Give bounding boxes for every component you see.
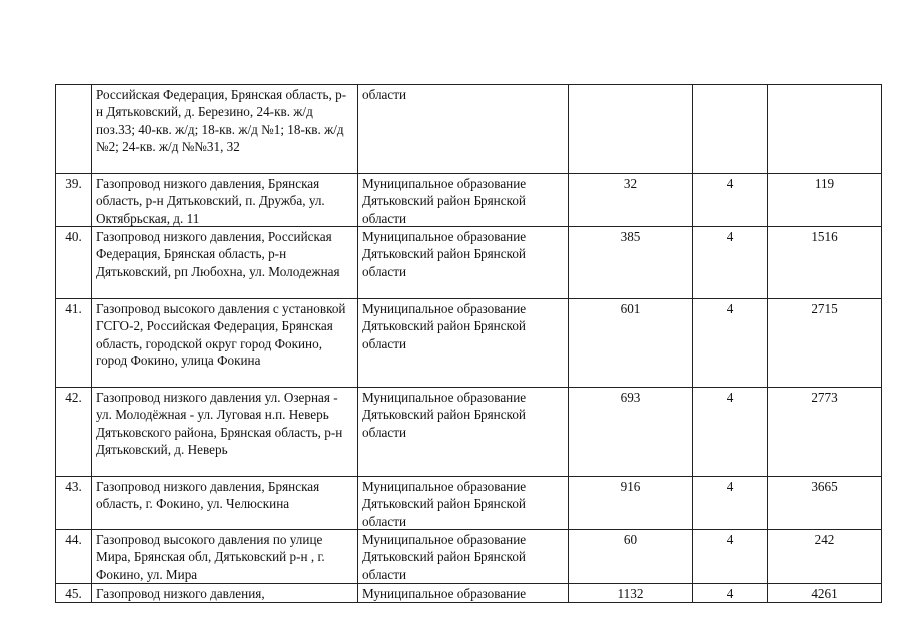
object-name-cell: Газопровод низкого давления ул. Озерная - ул. Молодёжная - ул. Луговая н.п. Неверь Дятьковского района, Брянская область, р-н Дятьковский, д. Неверь bbox=[92, 388, 358, 477]
value-cell-4 bbox=[569, 85, 693, 174]
object-name-cell: Газопровод высокого давления по улице Мира, Брянская обл, Дятьковский р-н , г. Фокино, ул. Мира bbox=[92, 530, 358, 584]
row-number-cell: 41. bbox=[56, 299, 92, 388]
value-cell-5: 4 bbox=[693, 477, 768, 530]
table-row bbox=[56, 530, 882, 584]
row-number-cell: 43. bbox=[56, 477, 92, 530]
table-row bbox=[56, 227, 882, 299]
owner-cell: Муниципальное образование bbox=[358, 584, 569, 603]
object-name-cell: Газопровод низкого давления, Российская Федерация, Брянская область, р-н Дятьковский, рп Любохна, ул. Молодежная bbox=[92, 227, 358, 299]
value-cell-6: 3665 bbox=[768, 477, 882, 530]
owner-cell: Муниципальное образование Дятьковский район Брянской области bbox=[358, 174, 569, 227]
owner-cell: области bbox=[358, 85, 569, 174]
table-row bbox=[56, 299, 882, 388]
value-cell-6: 2773 bbox=[768, 388, 882, 477]
value-cell-6: 2715 bbox=[768, 299, 882, 388]
value-cell-4: 32 bbox=[569, 174, 693, 227]
object-name-cell: Газопровод низкого давления, bbox=[92, 584, 358, 603]
value-cell-4: 601 bbox=[569, 299, 693, 388]
gas-pipeline-table bbox=[55, 84, 882, 603]
value-cell-5: 4 bbox=[693, 227, 768, 299]
owner-cell: Муниципальное образование Дятьковский район Брянской области bbox=[358, 530, 569, 584]
owner-cell: Муниципальное образование Дятьковский район Брянской области bbox=[358, 227, 569, 299]
row-number-cell bbox=[56, 85, 92, 174]
table-row bbox=[56, 388, 882, 477]
row-number-cell: 40. bbox=[56, 227, 92, 299]
value-cell-6: 242 bbox=[768, 530, 882, 584]
value-cell-4: 385 bbox=[569, 227, 693, 299]
value-cell-4: 1132 bbox=[569, 584, 693, 603]
value-cell-5: 4 bbox=[693, 299, 768, 388]
value-cell-6: 119 bbox=[768, 174, 882, 227]
value-cell-6: 1516 bbox=[768, 227, 882, 299]
table-row bbox=[56, 477, 882, 530]
value-cell-5: 4 bbox=[693, 584, 768, 603]
row-number-cell: 39. bbox=[56, 174, 92, 227]
value-cell-4: 916 bbox=[569, 477, 693, 530]
row-number-cell: 42. bbox=[56, 388, 92, 477]
value-cell-5: 4 bbox=[693, 388, 768, 477]
object-name-cell: Газопровод высокого давления с установкой ГСГО-2, Российская Федерация, Брянская область, городской округ город Фокино, город Фокино, улица Фокина bbox=[92, 299, 358, 388]
owner-cell: Муниципальное образование Дятьковский район Брянской области bbox=[358, 477, 569, 530]
value-cell-5: 4 bbox=[693, 174, 768, 227]
row-number-cell: 45. bbox=[56, 584, 92, 603]
table-row bbox=[56, 584, 882, 603]
row-number-cell: 44. bbox=[56, 530, 92, 584]
owner-cell: Муниципальное образование Дятьковский район Брянской области bbox=[358, 299, 569, 388]
value-cell-4: 693 bbox=[569, 388, 693, 477]
owner-cell: Муниципальное образование Дятьковский район Брянской области bbox=[358, 388, 569, 477]
object-name-cell: Газопровод низкого давления, Брянская область, г. Фокино, ул. Челюскина bbox=[92, 477, 358, 530]
value-cell-5: 4 bbox=[693, 530, 768, 584]
object-name-cell: Российская Федерация, Брянская область, р-н Дятьковский, д. Березино, 24-кв. ж/д поз.33; 40-кв. ж/д; 18-кв. ж/д №1; 18-кв. ж/д №2; 24-кв. ж/д №№31, 32 bbox=[92, 85, 358, 174]
value-cell-5 bbox=[693, 85, 768, 174]
table-row bbox=[56, 174, 882, 227]
value-cell-4: 60 bbox=[569, 530, 693, 584]
value-cell-6 bbox=[768, 85, 882, 174]
table-row bbox=[56, 85, 882, 174]
object-name-cell: Газопровод низкого давления, Брянская область, р-н Дятьковский, п. Дружба, ул. Октябрьская, д. 11 bbox=[92, 174, 358, 227]
value-cell-6: 4261 bbox=[768, 584, 882, 603]
